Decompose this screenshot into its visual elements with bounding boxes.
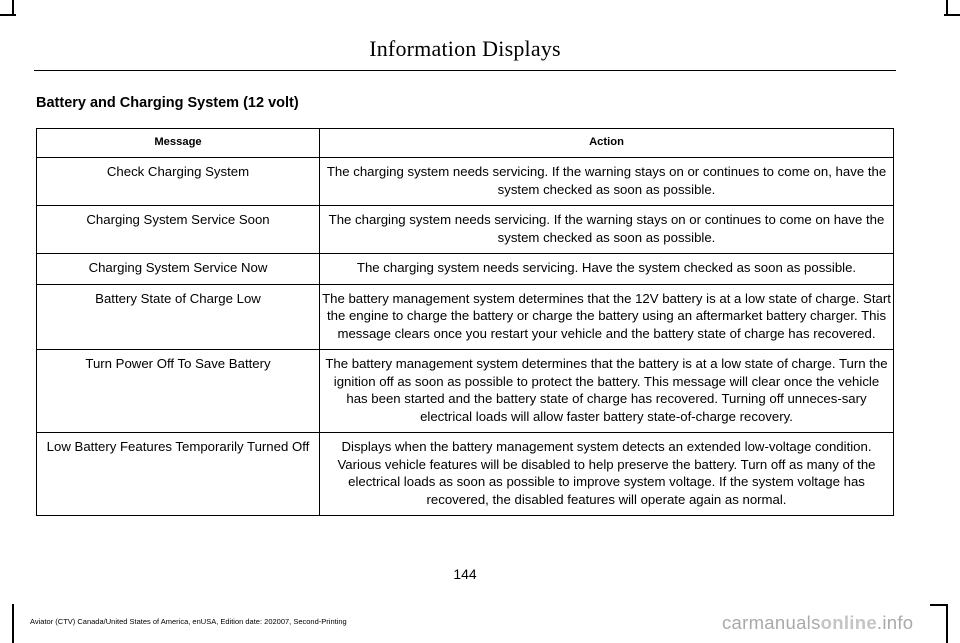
message-cell: Charging System Service Now bbox=[37, 254, 320, 285]
watermark-accent: online bbox=[820, 612, 877, 633]
crop-mark-bottom-left-vertical bbox=[12, 604, 14, 643]
table-row bbox=[37, 433, 894, 516]
watermark-prefix: carmanuals bbox=[722, 612, 821, 633]
site-watermark bbox=[722, 612, 913, 634]
message-cell: Low Battery Features Temporarily Turned Off bbox=[37, 433, 320, 516]
battery-messages-table bbox=[36, 128, 894, 516]
table-row bbox=[37, 254, 894, 285]
column-header-action: Action bbox=[320, 129, 894, 158]
page-header-title: Information Displays bbox=[369, 36, 561, 61]
table-row bbox=[37, 284, 894, 350]
section-title: Battery and Charging System (12 volt) bbox=[36, 95, 299, 111]
action-cell: The battery management system determines that the 12V battery is at a low state of charge. Start the engine to charge the battery or charge the battery using an aftermarket battery charger. This message clears once you restart your vehicle and the battery state of charge has recovered. bbox=[320, 284, 894, 350]
action-cell: The charging system needs servicing. If the warning stays on or continues to come on, have the system checked as soon as possible. bbox=[320, 158, 894, 206]
crop-mark-top-right-horizontal bbox=[944, 14, 960, 16]
message-cell: Check Charging System bbox=[37, 158, 320, 206]
action-cell: The charging system needs servicing. If the warning stays on or continues to come on have the system checked as soon as possible. bbox=[320, 206, 894, 254]
column-header-message: Message bbox=[37, 129, 320, 158]
watermark-suffix: .info bbox=[876, 612, 914, 633]
table-row bbox=[37, 206, 894, 254]
message-cell: Turn Power Off To Save Battery bbox=[37, 350, 320, 433]
table-row bbox=[37, 158, 894, 206]
action-cell: The battery management system determines that the battery is at a low state of charge. Turn the ignition off as soon as possible to protect the battery. This message will clear once the vehicle has been started and the battery state of charge has recovered. Turning off unneces-sary electrical loads will allow faster battery state-of-charge recovery. bbox=[320, 350, 894, 433]
message-cell: Battery State of Charge Low bbox=[37, 284, 320, 350]
crop-mark-bottom-right-horizontal bbox=[930, 604, 948, 606]
edition-footer: Aviator (CTV) Canada/United States of America, enUSA, Edition date: 202007, Second-Printing bbox=[30, 617, 347, 626]
action-cell: The charging system needs servicing. Have the system checked as soon as possible. bbox=[320, 254, 894, 285]
message-cell: Charging System Service Soon bbox=[37, 206, 320, 254]
crop-mark-bottom-right-vertical bbox=[946, 604, 948, 643]
table-row bbox=[37, 350, 894, 433]
page-number: 144 bbox=[453, 566, 477, 582]
header-divider bbox=[34, 70, 896, 71]
crop-mark-top-left-horizontal bbox=[0, 14, 16, 16]
table-header-row bbox=[37, 129, 894, 158]
action-cell: Displays when the battery management system detects an extended low-voltage condition. Various vehicle features will be disabled to help preserve the battery. Turn off as many of the electrical loads as soon as possible to improve system voltage. If the system voltage has recovered, the disabled features will operate again as normal. bbox=[320, 433, 894, 516]
